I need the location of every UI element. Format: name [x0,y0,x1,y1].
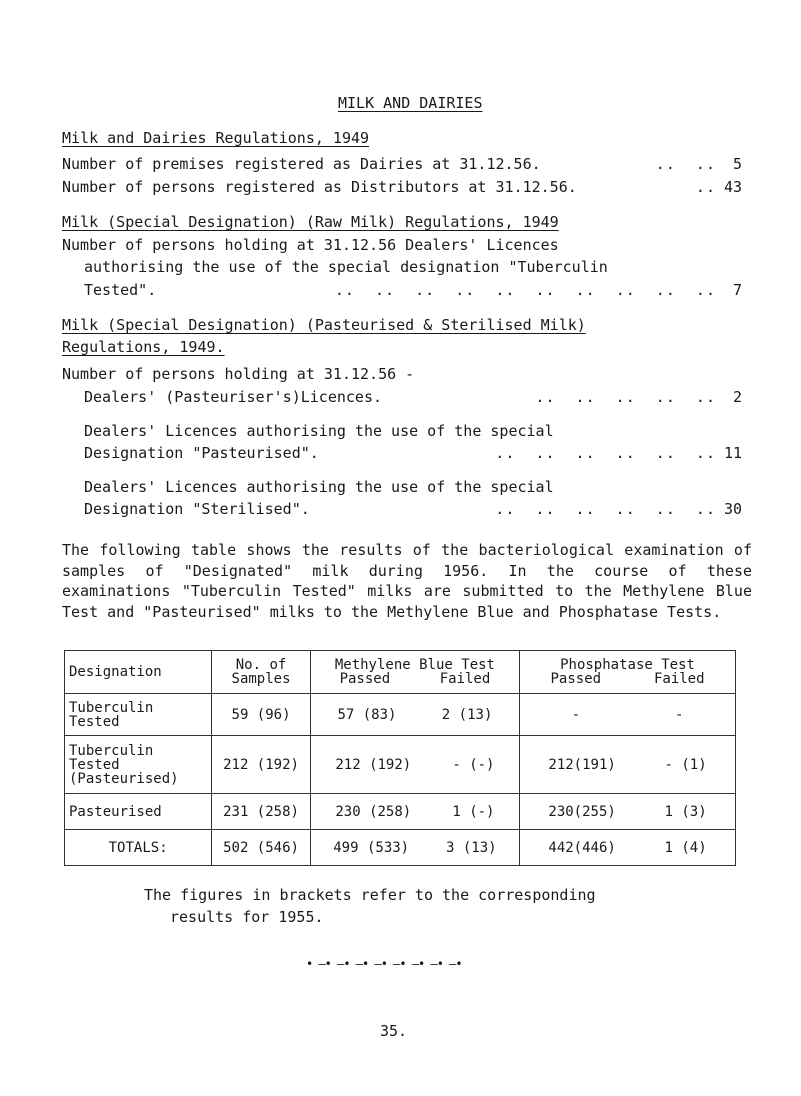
pasteurised-intro: Number of persons holding at 31.12.56 - [62,365,415,383]
samples-cell: 502 (546) [212,830,311,866]
leader-dots: .. [675,180,716,195]
premises-value: 5 [732,155,742,173]
phosphatase-cell: 230(255) 1 (3) [520,794,736,830]
distributors-label: Number of persons registered as Distributors at 31.12.56. [62,178,577,196]
leader-dots: .. .. .. .. .. [515,390,716,405]
premises-label: Number of premises registered as Dairies at 31.12.56. [62,155,541,173]
pasteuriser-row [84,390,742,405]
leader-dots: .. .. [635,157,716,172]
phosphatase-cell: - - [520,694,736,736]
methylene-blue-cell: 230 (258) 1 (-) [310,794,519,830]
pasteuriser-value: 2 [732,388,742,406]
methylene-blue-cell: 57 (83) 2 (13) [310,694,519,736]
footnote-line-1: The figures in brackets refer to the corresponding [144,886,596,904]
sterilised-licence-line-2: Designation "Sterilised". [84,500,310,518]
pasteurised-licence-value: 11 [723,444,742,462]
page-number: 35. [380,1022,408,1040]
page-heading: MILK AND DAIRIES [338,94,483,112]
separator-rule: • —• —• —• —• —• —• —• —• [306,957,462,971]
section-3-title-2: Regulations, 1949. [62,338,225,356]
section-3-title-1: Milk (Special Designation) (Pasteurised & Sterilised Milk) [62,316,586,334]
leader-dots: .. .. .. .. .. .. [475,446,716,461]
table-header-row [65,651,736,694]
sterilised-licence-value: 30 [723,500,742,518]
samples-cell: 231 (258) [212,794,311,830]
leader-dots: .. .. .. .. .. .. [475,502,716,517]
header-designation: Designation [65,651,212,694]
samples-cell: 212 (192) [212,736,311,794]
raw-milk-row [84,283,742,298]
header-samples: No. of Samples [212,651,311,694]
samples-cell: 59 (96) [212,694,311,736]
pasteuriser-label: Dealers' (Pasteuriser's)Licences. [84,388,383,406]
results-table [64,650,736,866]
raw-milk-line-1: Number of persons holding at 31.12.56 Dealers' Licences [62,236,559,254]
table-row-totals [65,830,736,866]
phosphatase-cell: 442(446) 1 (4) [520,830,736,866]
designation-cell: Tuberculin Tested [65,694,212,736]
phosphatase-cell: 212(191) - (1) [520,736,736,794]
section-1-title: Milk and Dairies Regulations, 1949 [62,129,370,147]
raw-milk-value: 7 [732,281,742,299]
designation-cell: Pasteurised [65,794,212,830]
section-2-title: Milk (Special Designation) (Raw Milk) Regulations, 1949 [62,213,559,231]
pasteurised-licence-row [84,446,742,461]
totals-label: TOTALS: [65,830,212,866]
leader-dots: .. .. .. .. .. .. .. .. .. .. [314,283,716,298]
raw-milk-line-2: authorising the use of the special designation "Tuberculin [84,258,608,276]
distributors-row [62,180,742,195]
designation-cell: Tuberculin Tested (Pasteurised) [65,736,212,794]
premises-row [62,157,742,172]
methylene-blue-cell: 212 (192) - (-) [310,736,519,794]
table-row [65,794,736,830]
intro-paragraph: The following table shows the results of the bacteriological examination of samples of "Designated" milk during 1956. In the course of these examinations "Tuberculin Tested" milks are submitted to the Methylene Blue Test and "Pasteurised" milks to the Methylene Blue and Phosphatase Tests. [62,541,752,621]
pasteurised-licence-line-2: Designation "Pasteurised". [84,444,319,462]
sterilised-licence-line-1: Dealers' Licences authorising the use of the special [84,478,554,496]
distributors-value: 43 [723,178,742,196]
methylene-blue-cell: 499 (533) 3 (13) [310,830,519,866]
table-row [65,736,736,794]
footnote-line-2: results for 1955. [170,908,324,926]
table-row [65,694,736,736]
pasteurised-licence-line-1: Dealers' Licences authorising the use of the special [84,422,554,440]
raw-milk-line-3: Tested". [84,281,157,299]
header-phosphatase: Phosphatase Test Passed Failed [520,651,736,694]
header-methylene-blue: Methylene Blue Test Passed Failed [310,651,519,694]
sterilised-licence-row [84,502,742,517]
